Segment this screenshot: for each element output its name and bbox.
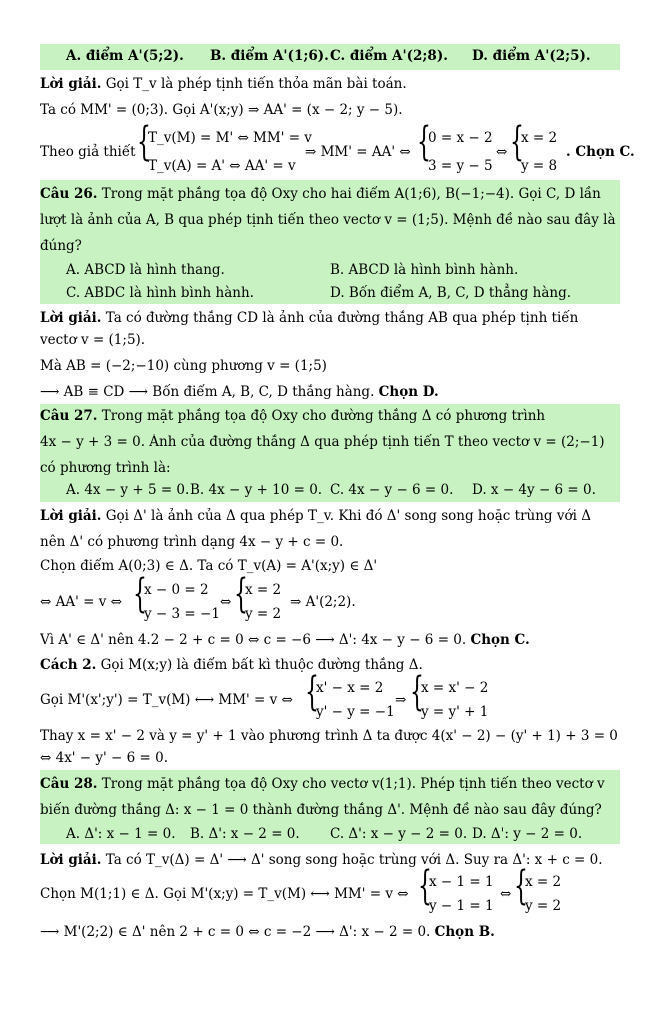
section-label: Câu 27.: [40, 408, 98, 424]
q25-system-eq-4: 3 = y − 5: [428, 158, 493, 174]
q27-system-eq-3: x = 2: [245, 582, 282, 598]
section-label: Lời giải.: [40, 310, 102, 326]
q25-system-eq-5: x = 2: [521, 130, 558, 146]
q27-question-line-3: có phương trình là:: [40, 460, 171, 476]
answer-choice: Chọn B.: [434, 924, 495, 940]
q28-solution-line-3: ⟶ M'(2;2) ∈ Δ' nên 2 + c = 0 ⇔ c = −2 ⟶ Δ': x − 2 = 0. Chọn B.: [40, 924, 495, 940]
q28-option-c[interactable]: C. Δ': x − y − 2 = 0.: [330, 826, 468, 842]
section-label: Lời giải.: [40, 508, 102, 524]
q27-option-d[interactable]: D. x − 4y − 6 = 0.: [472, 482, 596, 498]
q25-solution-line-2: Ta có MM' = (0;3). Gọi A'(x;y) ⇒ AA' = (x − 2; y − 5).: [40, 102, 403, 118]
brace: {: [410, 669, 424, 715]
q28-equiv: ⇔: [500, 886, 512, 902]
q28-option-d[interactable]: D. Δ': y − 2 = 0.: [472, 826, 583, 842]
q26-solution-line-1: Lời giải. Ta có đường thẳng CD là ảnh của đường thẳng AB qua phép tịnh tiến: [40, 310, 579, 326]
q27-system-eq-8: y = y' + 1: [421, 704, 489, 720]
q26-option-a[interactable]: A. ABCD là hình thang.: [66, 262, 225, 278]
section-label: Cách 2.: [40, 657, 97, 673]
q25-solution-line-1: Lời giải. Gọi T_v là phép tịnh tiến thỏa mãn bài toán.: [40, 76, 407, 92]
q27-question-line-2: 4x − y + 3 = 0. Ảnh của đường thẳng Δ qua phép tịnh tiến T theo vectơ v = (2;−1): [40, 434, 605, 450]
q28-system-eq-2: y − 1 = 1: [429, 898, 494, 914]
section-label: Lời giải.: [40, 852, 102, 868]
q25-system-eq-6: y = 8: [521, 158, 558, 174]
q25-implication: ⇒ MM' = AA' ⇔: [305, 144, 411, 160]
q27-solution-line-5: Vì A' ∈ Δ' nên 4.2 − 2 + c = 0 ⇔ c = −6 ⟶ Δ': 4x − y − 6 = 0. Chọn C.: [40, 632, 530, 648]
q27-method-2-line: Gọi M'(x';y') = T_v(M) ⟷ MM' = v ⇔: [40, 692, 293, 708]
q28-option-b[interactable]: B. Δ': x − 2 = 0.: [190, 826, 300, 842]
q25-solution-line-3: Theo giả thiết: [40, 144, 136, 160]
q27-solution-line-1: Lời giải. Gọi Δ' là ảnh của Δ qua phép T_v. Khi đó Δ' song song hoặc trùng với Δ: [40, 508, 591, 524]
q27-option-b[interactable]: B. 4x − y + 10 = 0.: [190, 482, 323, 498]
q27-option-c[interactable]: C. 4x − y − 6 = 0.: [330, 482, 454, 498]
q26-option-b[interactable]: B. ABCD là hình bình hành.: [330, 262, 519, 278]
section-label: Câu 26.: [40, 186, 98, 202]
q27-solution-line-2: nên Δ' có phương trình dạng 4x − y + c = 0.: [40, 534, 344, 550]
q27-method-2-title: Cách 2. Gọi M(x;y) là điểm bất kì thuộc đường thẳng Δ.: [40, 657, 423, 673]
brace: {: [234, 571, 248, 617]
q27-system-eq-4: y = 2: [245, 606, 282, 622]
q28-question-line-2: biến đường thẳng Δ: x − 1 = 0 thành đường thẳng Δ'. Mệnh đề nào sau đây đúng?: [40, 802, 602, 818]
brace: {: [510, 119, 524, 165]
q26-option-d[interactable]: D. Bốn điểm A, B, C, D thẳng hàng.: [330, 285, 571, 301]
brace: {: [514, 863, 528, 909]
brace: {: [137, 119, 151, 165]
q27-system-eq-2: y − 3 = −1: [144, 606, 220, 622]
q27-system-eq-1: x − 0 = 2: [144, 582, 209, 598]
q28-system-eq-4: y = 2: [525, 898, 562, 914]
q25-option-d[interactable]: D. điểm A'(2;5).: [472, 48, 591, 64]
q27-question-line-1: Câu 27. Trong mặt phẳng tọa độ Oxy cho đường thẳng Δ có phương trình: [40, 408, 546, 424]
q28-system-eq-1: x − 1 = 1: [429, 874, 494, 890]
brace: {: [417, 119, 431, 165]
q25-equiv: ⇔: [496, 144, 508, 160]
q27-implication: ⇒: [395, 692, 407, 708]
q28-solution-line-1: Lời giải. Ta có T_v(Δ) = Δ' ⟶ Δ' song song hoặc trùng với Δ. Suy ra Δ': x + c = 0.: [40, 852, 603, 868]
answer-choice: Chọn C.: [470, 632, 530, 648]
q26-solution-line-2: vectơ v = (1;5).: [40, 332, 146, 348]
q27-solution-line-8: Thay x = x' − 2 và y = y' + 1 vào phương trình Δ ta được 4(x' − 2) − (y' + 1) + 3 = 0: [40, 728, 618, 744]
q26-question-line-3: đúng?: [40, 238, 82, 254]
q27-option-a[interactable]: A. 4x − y + 5 = 0.: [66, 482, 190, 498]
answer-choice: Chọn D.: [378, 384, 439, 400]
q28-system-eq-3: x = 2: [525, 874, 562, 890]
q28-option-a[interactable]: A. Δ': x − 1 = 0.: [66, 826, 176, 842]
q27-equiv: ⇔: [220, 594, 232, 610]
q25-answer: . Chọn C.: [566, 144, 635, 160]
q27-system-eq-6: y' − y = −1: [316, 704, 395, 720]
q28-solution-line-2: Chọn M(1;1) ∈ Δ. Gọi M'(x;y) = T_v(M) ⟷ MM' = v ⇔: [40, 886, 409, 902]
q26-question-line-1: Câu 26. Trong mặt phẳng tọa độ Oxy cho hai điểm A(1;6), B(−1;−4). Gọi C, D lần: [40, 186, 601, 202]
q27-solution-line-3: Chọn điểm A(0;3) ∈ Δ. Ta có T_v(A) = A'(x;y) ∈ Δ': [40, 558, 378, 574]
q25-option-a[interactable]: A. điểm A'(5;2).: [66, 48, 184, 64]
brace: {: [418, 863, 432, 909]
q25-option-b[interactable]: B. điểm A'(1;6).: [210, 48, 329, 64]
q25-system-eq-3: 0 = x − 2: [428, 130, 493, 146]
q26-solution-line-4: ⟶ AB ≡ CD ⟶ Bốn điểm A, B, C, D thẳng hàng. Chọn D.: [40, 384, 439, 400]
q27-system-eq-5: x' − x = 2: [316, 680, 384, 696]
q26-question-line-2: lượt là ảnh của A, B qua phép tịnh tiến theo vectơ v = (1;5). Mệnh đề nào sau đây là: [40, 212, 616, 228]
brace: {: [133, 571, 147, 617]
q27-system-eq-7: x = x' − 2: [421, 680, 489, 696]
q28-question-line-1: Câu 28. Trong mặt phẳng tọa độ Oxy cho vectơ v(1;1). Phép tịnh tiến theo vectơ v: [40, 776, 605, 792]
q27-result-point: ⇒ A'(2;2).: [290, 594, 356, 610]
q26-option-c[interactable]: C. ABDC là hình bình hành.: [66, 285, 254, 301]
brace: {: [305, 669, 319, 715]
q26-solution-line-3: Mà AB = (−2;−10) cùng phương v = (1;5): [40, 358, 327, 374]
q27-solution-line-4: ⇔ AA' = v ⇔: [40, 594, 122, 610]
q25-system-eq-2: T_v(A) = A' ⇔ AA' = v: [148, 158, 296, 174]
section-label: Lời giải.: [40, 76, 102, 92]
q27-solution-line-9: ⇔ 4x' − y' − 6 = 0.: [40, 750, 169, 766]
q25-option-c[interactable]: C. điểm A'(2;8).: [330, 48, 448, 64]
q25-system-eq-1: T_v(M) = M' ⇔ MM' = v: [148, 130, 312, 146]
section-label: Câu 28.: [40, 776, 98, 792]
